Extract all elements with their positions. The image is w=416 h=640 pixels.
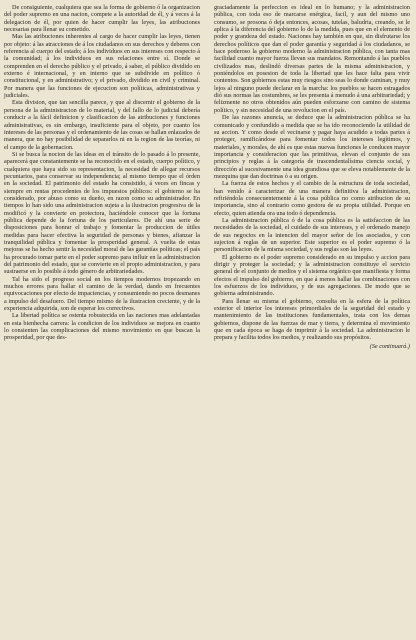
paragraph: graciadamente la perfeccion es ideal en lo humano; y la administracion pública, con toda eso de marcarse enérgica, facil, y aun del mismo uno consumo, se prosona ó deja entonces, acosas, tutelas, baludria, creando, se le aplica á la diferencia del gobierno lo de la medida, pues que en el elemento de poder y grandeza del estado. Naciones hay también en que, sin disfrutarse los derechos políticos que dan el poder garantía y seguridad á los ciudadanos, se hace poderoso la gobierno moderno la administracion pública, con tanta mas facilidad cuanto mayor fuerza llevan sus mandatos. Remontando á las pueblos civilizados mas, deslindó diversas partes de la misma administracion, y poniéndolos en posesion de toda la libertad que les hace falta para vivir contentos. Son gobiernos estas muy riesgos sino seas lo donde caminan, y muy lejos al ninguno puede declarar en la marcha: los pueblos se hacen estragados dió sus normas las costumbres, se les presenta á menudo á una arbitrariedad; y felizmente no otros obtenidos aún pueden esforzarse con camino de sistema político, y sin necesidad de una revolucion en el país. [214, 4, 410, 114]
continued-note: (Se continuará.) [369, 342, 410, 350]
paragraph: La fuerza de estos hechos y el cambio de la estructura de toda sociedad, han venido á caracterizar de una manera definitiva la administracion, refiriéndola consecuentemente á la cosa pública no como atribucion de su importancia, sino al contrario como gestora de su propia utilidad. Porque en efecto, quien atienda ora una todo ó dependencia. [214, 180, 410, 217]
paragraph: De consiguiente, cualquiera que sea la forma de gobierno ó la organizacion del poder supremo en una nacion, compete a la autoridad de él, y á veces á la delegacion de él, por quien de hacer cumplir las leyes, las atribuciones necesarias para llenar su cometido. [4, 4, 200, 34]
paragraph: Mas las atribuciones inherentes al cargo de hacer cumplir las leyes, tienen por objeto: á las atracciones de á los ciudadanos en sus derechos y deberes con referencia al cuerpo del estado; á los individuos en sus intereses con respecto á la comunidad; á los individuos en sus relaciones entre sí. Donde se comprenden en el derecho público y el privado, á saber, el público dividido en externo é internacional, y en interno que se subdivide en político ó constitucional, y en administrativo; y el privado, dividido en civil y criminal. Por manera que las funciones de ejecucion son políticas, administrativas y judiciales. [4, 33, 200, 100]
paragraph: La administracion pública ó de la cosa pública es la satisfaccion de las necesidades de la sociedad, el cuidado de sus intereses, y el ordenado manejo de sus negocios en la intencion del mayor señor de los asociados, y con sujecion á reglas de un superior. Este superior es el poder supremo ó la personificacion de la misma sociedad, y sus reglas son las leyes. [214, 216, 410, 254]
paragraph: Esta division, que tan sencilla parece, y que al discernir el gobierno de la persona de la administracion de lo material, y del fallo de lo judicial debería conducir a la fácil definicion y clasificacion de las atribuciones y funciones administrativas, es sin embargo, insuficiente para el objeto, por cuanto los intereses de las personas y el ordenamiento de las cosas se hallan enlazados de manera, que no hay posibilidad de separarlos ni en la region de las teorías, ni el campo de la gobernacion. [4, 99, 200, 151]
paragraph: La libertad política se ostenta robustecida en las naciones mas adelantadas en esta bienhecha carrera: la condicion de los individuos se mejora en cuanto lo consienten las complicaciones del mismo movimiento en que buscan la prosperidad, por que des- [4, 312, 200, 342]
paragraph: De las razones anuncia, se deduce que la administracion pública se ha comunicado y confundido a medida que se ha ido reconociendo la utilidad de su accion. Y como desde el vecinarse y pagar haya acudido a todas partes á proteger, ramificándose para fomentar todos los intereses legítimos, y materiales, y morales, de ahí es que estas nuevas funciones le conducen mayor importancia y consideracion que las primitivas, elevan el conjunto de sus principios y reglas á la categoría de trascendentalísima ciencia social, y dirección al sucesivamente una idea grandiosa que se eleva notablemente de la mezquina que dan doctrinas ó a su origen. [214, 114, 410, 180]
paragraph: Tal ha sido el progreso social en los tiempos modernos tropezando en muchos errores para hallar el camino de la verdad, dando en frecuentes equivocaciones por efecto de impaciencias, y consumiendo no pocos desmanes a impulso del desafuero. Del tiempo mismo de la ilustracion creciente, y de la experiencia adquirida, son de esperar los correctivos. [4, 275, 200, 313]
right-column [214, 4, 410, 350]
paragraph: Para llenar su misma el gobierno, consulta en la esfera de la política exterior el interior los intereses primordiales de la seguridad del estado y mantenimiento de las instituciones fundamentales, trata con los demas gobiernos, dispone de las fuerzas de mar y tierra, y determina el movimiento que en cada época se haga de imprimir á la sociedad. La administracion le prepara y facilita todos los medios, y realizando sus propósitos. [214, 297, 410, 342]
paragraph: El gobierno es el poder supremo considerado en su impulso y accion para dirigir y proteger la sociedad; y la administracion constituye el servicio general de el conjunto de medios y el sistema orgánico que manifiesta y forma efectos el impulso del gobierno, en que á menos hallar las combinaciones con los esfuerzos de los individuos, y de sus agregaciones. De modo que se gobierna administrando. [214, 253, 410, 298]
paragraph: Si se busca la nocion de las ideas en el tránsito de lo pasado á lo presente, aparecerá que constantemente se ha reconocido en el estado, cuerpo político, y cualquiera que haya sido su representacion, la necesidad de allegar recursos pecuniarios, para conservar su independencia; al mismo tiempo que el órden en la sociedad. El patrimonio del estado ha consistido, á veces en fincas y siempre en rentas procedentes de los impuestos públicos: el gobierno se ha considerado, por abuso como su dueño, en razon como su administrador. En tiempos lo han sido una administracion sujeta a la ilustracion progresiva de la modificó y la convierte en protectora, haciéndole conocer que la fortuna pública depende de la fortuna de los particulares. De ahí una serie de disposiciones para honrar el trabajo y fomentar la produccion de útiles medidas para hacer efectiva la seguridad de personas y bienes, afianzar la tranquilidad pública y fomentar la prosperidad general. A vuelta de estas mejoras se ha hecho sentir la necesidad moral de las garantías políticas; el país ha procurado tomar parte en el poder supremo para influir en la administracion del patrimonio del estado, que se convierte en el propio administracion, y para sustraerse en lo posible á todo género de arbitrariedades. [4, 150, 200, 276]
left-column [4, 4, 200, 342]
